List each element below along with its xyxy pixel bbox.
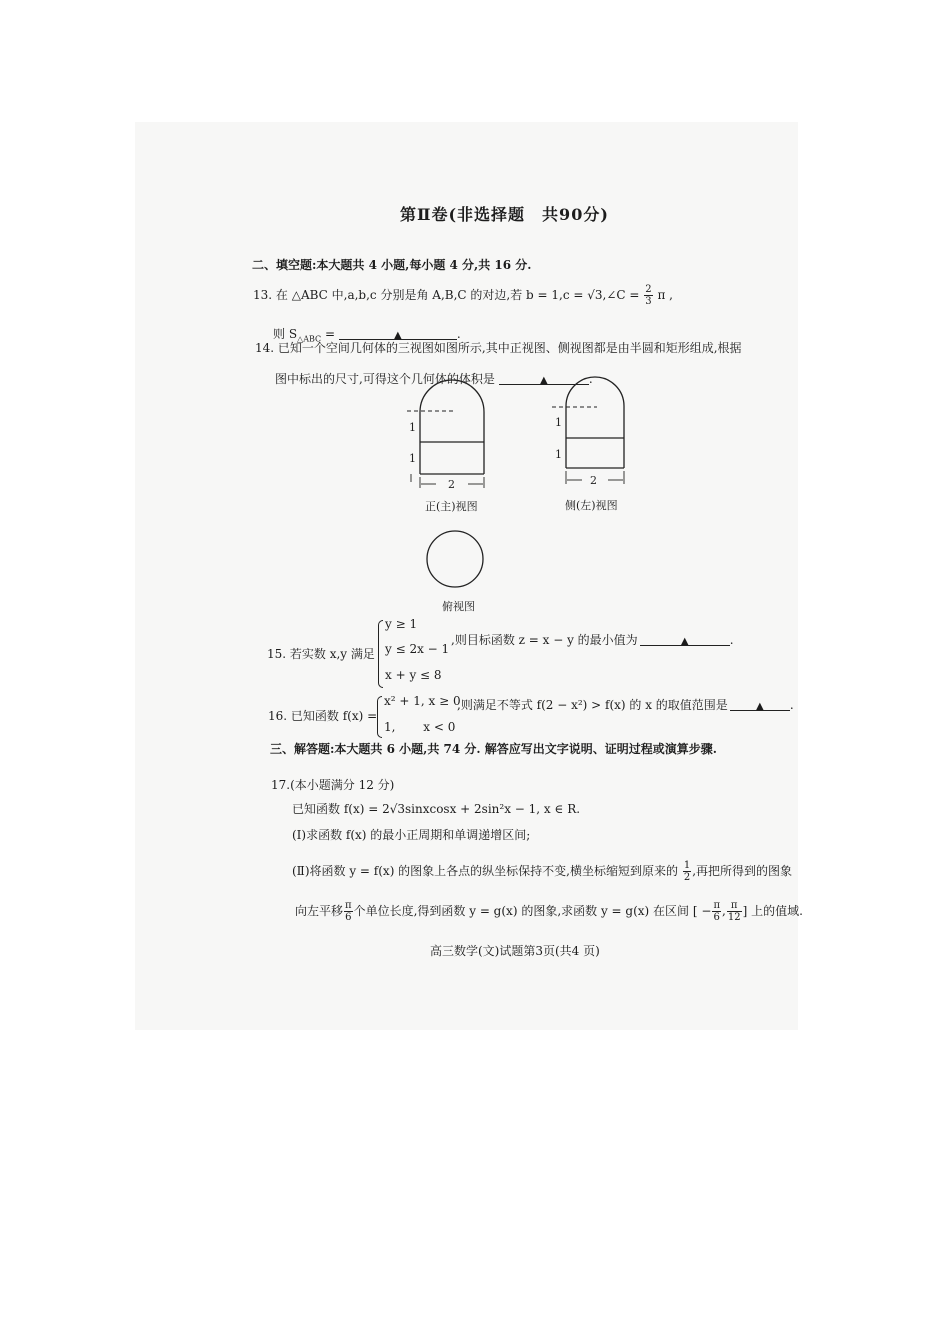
- shift-fraction: $\frac{\pi}{6}$: [345, 900, 352, 923]
- piecewise-brace: [377, 696, 382, 738]
- piece-2: 1, x < 0: [384, 720, 456, 734]
- question-14-line-1: 14. 已知一个空间几何体的三视图如图所示,其中正视图、侧视图都是由半圆和矩形组成,根据: [255, 341, 742, 355]
- front-view-caption: 正(主)视图: [425, 500, 478, 513]
- question-15-text: ,则目标函数 z = x − y 的最小值为 ▲ .: [451, 633, 734, 647]
- question-13-text-end: π ,: [657, 288, 673, 302]
- answer-triangle-icon: ▲: [755, 701, 764, 712]
- top-view-caption: 俯视图: [442, 600, 475, 613]
- question-17-part-2-line-1: (Ⅱ)将函数 y = f(x) 的图象上各点的纵坐标保持不变,横坐标缩短到原来的 $\frac{1}{2}$ ,再把所得到的图象: [292, 860, 793, 883]
- three-view-figure: [135, 122, 798, 622]
- answer-triangle-icon: ▲: [539, 375, 548, 386]
- constraint-1: y ≥ 1: [385, 617, 418, 631]
- section-solution-heading: 三、解答题:本大题共 6 小题,共 74 分. 解答应写出文字说明、证明过程或演算步骤.: [270, 742, 717, 756]
- question-15-prefix: 15. 若实数 x,y 满足: [267, 647, 375, 661]
- question-13-text: 13. 在 △ABC 中,a,b,c 分别是角 A,B,C 的对边,若 b = 1,c = √3,∠C =: [253, 288, 640, 302]
- scanned-page: [135, 122, 803, 1030]
- question-17-header: 17.(本小题满分 12 分): [271, 778, 395, 792]
- answer-blank-15[interactable]: [640, 633, 730, 646]
- question-17-given: 已知函数 f(x) = 2√3sinxcosx + 2sin²x − 1, x ∈ R.: [292, 802, 581, 816]
- side-height-top-label: 1: [555, 416, 562, 429]
- constraint-2: y ≤ 2x − 1: [385, 642, 450, 656]
- question-17-part-2-line-2: 向左平移 $\frac{\pi}{6}$ 个单位长度,得到函数 y = g(x) 的图象,求函数 y = g(x) 在区间 [ − $\frac{\pi}{6}$ , $\frac{\pi}{12}$ ] 上的值域.: [295, 900, 803, 923]
- question-17-part-1: (Ⅰ)求函数 f(x) 的最小正周期和单调递增区间;: [292, 828, 531, 842]
- answer-triangle-icon: ▲: [393, 330, 402, 341]
- page-footer: 高三数学(文)试题第3页(共4 页): [430, 944, 600, 958]
- question-16-text: ,则满足不等式 f(2 − x²) > f(x) 的 x 的取值范围是 ▲ .: [457, 698, 794, 712]
- page-title: 第Ⅱ卷(非选择题 共90分): [400, 205, 609, 224]
- side-view-caption: 侧(左)视图: [565, 499, 618, 512]
- system-brace: [378, 620, 383, 688]
- angle-fraction: $\frac{2}{3}$: [645, 284, 652, 307]
- answer-triangle-icon: ▲: [680, 636, 689, 647]
- front-width-label: 2: [448, 478, 455, 491]
- question-16-prefix: 16. 已知函数 f(x) =: [268, 709, 378, 723]
- front-view-drawing: [407, 380, 484, 488]
- section-fill-in-heading: 二、填空题:本大题共 4 小题,每小题 4 分,共 16 分.: [252, 258, 532, 272]
- side-width-label: 2: [590, 474, 597, 487]
- constraint-3: x + y ≤ 8: [385, 668, 442, 682]
- question-14-line-2: 图中标出的尺寸,可得这个几何体的体积是 ▲ .: [275, 372, 593, 386]
- piece-1: x² + 1, x ≥ 0: [384, 694, 461, 708]
- top-view-circle: [427, 531, 483, 587]
- front-height-top-label: 1: [409, 421, 416, 434]
- side-view-drawing: [552, 377, 624, 484]
- scale-fraction: $\frac{1}{2}$: [683, 860, 691, 883]
- interval-open: [ −: [692, 904, 712, 918]
- interval-close: ]: [742, 904, 748, 918]
- answer-blank-16[interactable]: [730, 698, 790, 711]
- front-height-bottom-label: 1: [409, 452, 416, 465]
- side-height-bottom-label: 1: [555, 448, 562, 461]
- question-13-line-2: 则 $S_{\triangle ABC}$ = ▲ .: [273, 327, 461, 344]
